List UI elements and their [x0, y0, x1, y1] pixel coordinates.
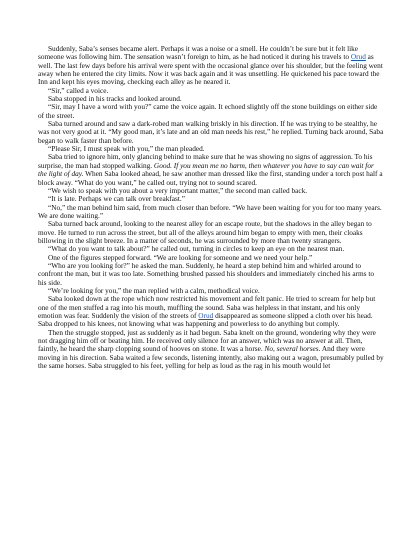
text-run: Suddenly, Saba’s senses became alert. Perhaps it was a noise or a smell. He couldn’t be sure but it felt like someone was following him. The sensation wasn’t foreign to him, as he had noticed it during his travels to — [38, 44, 359, 62]
text-run: And they were moving in his direction. Saba waited a few seconds, listening intently, also making out a wagon, presumably pulled by the same horses. Saba struggled to his feet, yelling for help as loud as the rag in his mouth would let — [38, 344, 384, 371]
text-run: as well. The last few days before his arrival were spent with the occasional glance over his shoulder, but the feeling went away when he entered the city limits. Now it was back again and it was unsettling. He quickened his pace toward the Inn and kept his eyes moving, checking each alley as he neared it. — [38, 52, 383, 87]
paragraph — [38, 103, 384, 120]
text-run: When Saba looked ahead, he saw another man dressed like the first, standing under a torch post half a block away. “What do you want,” he called out, trying not to sound scared. — [38, 169, 383, 187]
text-run: disappeared as someone slipped a cloth over his head. Saba dropped to his knees, not knowing what was happening and powerless to do anything but comply. — [38, 311, 373, 329]
paragraph — [38, 262, 384, 287]
text-run: Saba turned back around, looking to the nearest alley for an escape route, but the shadows in the alley began to move. He turned to run across the street, but all of the alleys around him began to empty with men, their cloaks billowing in the slight breeze. In a matter of seconds, he was surrounded by more than twenty strangers. — [38, 219, 372, 245]
text-run: Then the struggle stopped, just as suddenly as it had begun. Saba knelt on the ground, wondering why they were not dragging him off or beating him. He received only silence for an answer, which was no answer at all. Then, faintly, he heard the sharp clopping sound of hooves on stone. It was a horse. — [38, 327, 376, 354]
paragraph — [38, 120, 384, 145]
hyperlink-orud[interactable]: Orud — [198, 311, 214, 320]
text-run: “Please Sir, I must speak with you,” the man pleaded. — [48, 144, 205, 154]
text-run: “It is late. Perhaps we can talk over breakfast.” — [48, 194, 185, 204]
text-run: One of the figures stepped forward. “We are looking for someone and we need your help.” — [48, 252, 313, 262]
paragraph — [38, 329, 384, 371]
text-run: “We wish to speak with you about a very important matter,” the second man called back. — [48, 185, 308, 195]
hyperlink-orud[interactable]: Orud — [350, 52, 366, 62]
paragraph — [38, 45, 384, 87]
story-text — [38, 45, 384, 370]
text-run: Saba tried to ignore him, only glancing behind to make sure that he was showing no signs of aggression. To his surprise, the man had stopped walking. — [38, 152, 373, 170]
paragraph — [38, 153, 384, 186]
paragraph — [38, 295, 384, 328]
text-run: “No,” the man behind him said, from much closer than before. “We have been waiting for you for too many years. We are done waiting.” — [38, 202, 382, 220]
text-run: Saba looked down at the rope which now restricted his movement and felt panic. He tried to scream for help but one of the men stuffed a rag into his mouth, muffling the sound. Saba was helpless in that instant, and his only emotion was fear. Suddenly the vision of the streets of — [38, 294, 376, 320]
text-run: “Who are you looking for?” he asked the man. Suddenly, he heard a step behind him and whirled around to confront the man, but it was too late. Something brushed passed his shoulders and immediately cinched his arms to his side. — [38, 260, 374, 287]
text-run: “Sir, may I have a word with you?” came the voice again. It echoed slightly off the stone buildings on either side of the street. — [38, 102, 378, 120]
paragraph — [38, 220, 384, 245]
text-run: “We’re looking for you,” the man replied with a calm, methodical voice. — [48, 285, 260, 295]
text-run: “What do you want to talk about?” he called out, turning in circles to keep an eye on the nearest man. — [48, 244, 345, 254]
paragraph — [38, 204, 384, 221]
italic-thought: Good. If you mean me no harm, then whatever you have to say can wait for the light of day. — [38, 160, 374, 179]
text-run: “Sir,” called a voice. — [48, 85, 109, 95]
text-run: Saba stopped in his tracks and looked around. — [48, 94, 182, 104]
text-run: Saba turned around and saw a dark-robed man walking briskly in his direction. If he was trying to be stealthy, he was not very good at it. “My good man, it’s late and an old man needs his rest,” he replied. Turning back around, Saba began to walk faster than before. — [38, 119, 384, 145]
italic-thought: No, several horses. — [264, 344, 321, 354]
